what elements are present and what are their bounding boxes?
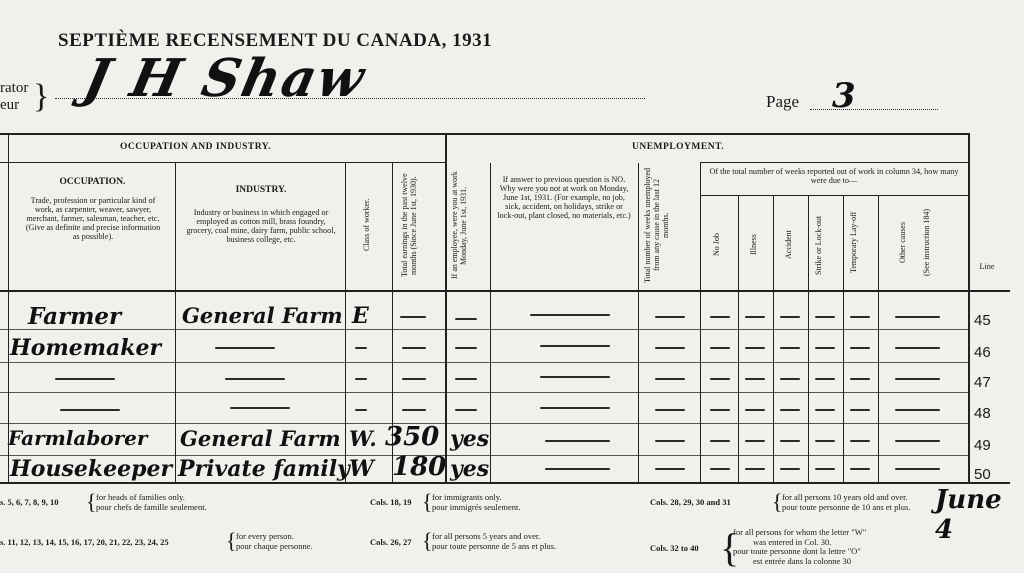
line-number: 45 [974,312,991,329]
footer-cols-2: s. 11, 12, 13, 14, 15, 16, 17, 20, 21, 22, 23, 24, 25 [0,537,169,547]
footer-brace: { [86,489,97,514]
col-no-job: No Job [712,233,721,257]
footer-brace: { [772,489,783,514]
footer-text-6: for all persons for whom the letter "W" was entered in Col. 30. pour toute personne dont la lettre "O" est entrée dans la colonne 30 [733,527,867,566]
col-line: Line [979,262,995,271]
handwritten-date: June 4 [935,485,1002,545]
footer-cols-3: Cols. 18, 19 [370,497,412,507]
col-total-earnings: Total earnings in the past twelve months (Since June 1st, 1930). [400,173,418,278]
enumerator-label: rator eur [0,80,29,113]
col-weeks-due-to: Of the total number of weeks reported out of work in column 34, how many were due to— [709,167,959,185]
page-dotted-line [810,109,938,110]
row-49-employed: yes [450,426,490,452]
footer-cols-6: Cols. 32 to 40 [650,543,699,553]
footer-cols-5: Cols. 28, 29, 30 and 31 [650,497,731,507]
col-occupation-desc: Trade, profession or particular kind of work, as carpenter, weaver, sawyer, merchant, farmer, salesman, teacher, etc. (Give as definite and precise information as possible). [25,196,161,241]
col-illness: Illness [749,234,758,256]
line-number: 50 [974,466,991,483]
row-50-earnings: 180 [392,452,447,482]
section-unemployment: UNEMPLOYMENT. [632,142,725,152]
col-other-causes: Other causes [898,221,907,264]
row-45-industry: General Farm [182,303,343,328]
row-50-employed: yes [450,456,490,482]
page-label: Page [766,92,800,111]
section-occupation-industry: OCCUPATION AND INDUSTRY. [120,142,272,152]
col-weeks-unemployed: Total number of weeks unemployed from any cause in the last 12 months. [643,168,670,283]
row-45-occupation: Farmer [28,303,122,330]
col-temporary: Temporary Lay-off [849,211,858,274]
footer-cols-4: Cols. 26, 27 [370,537,412,547]
col-industry-title: INDUSTRY. [235,185,287,195]
footer-brace: { [226,528,237,553]
col-occupation-title: OCCUPATION. [59,177,126,187]
footer-text-4: for all persons 5 years and over. pour toute personne de 5 ans et plus. [432,531,557,551]
row-49-earnings: 350 [385,422,440,452]
col-if-employee: If an employee, were you at work Monday, June 1st, 1931. [450,171,468,280]
enumerator-signature: J H Shaw [78,48,372,109]
footer-cols-1: s. 5, 6, 7, 8, 9, 10 [0,497,59,507]
row-49-occupation: Farmlaborer [8,426,148,450]
line-number: 47 [974,374,991,391]
enumerator-brace: } [33,78,50,115]
col-class-of-worker: Class of worker. [362,198,371,252]
line-number: 49 [974,437,991,454]
footer-text-2: for every person. pour chaque personne. [236,531,313,551]
line-number: 48 [974,405,991,422]
census-title: SEPTIÈME RECENSEMENT DU CANADA, 1931 [58,30,493,51]
col-strike: Strike or Lock-out [814,215,823,275]
col-industry-desc: Industry or business in which engaged or employed as cotton mill, brass foundry, grocery, coal mine, dairy farm, public school, business college, etc. [186,208,336,244]
row-49-class: W. [349,426,377,451]
footer-brace: { [422,528,433,553]
footer-text-5: for all persons 10 years old and over. pour toute personne de 10 ans et plus. [782,492,911,512]
row-50-class: W [349,456,374,482]
row-50-occupation: Housekeeper [10,456,173,482]
line-number: 46 [974,344,991,361]
row-49-industry: General Farm [180,426,341,451]
page-number: 3 [832,76,856,116]
row-46-occupation: Homemaker [10,335,162,361]
col-if-answer-no: If answer to previous question is NO. Why were you not at work on Monday, June 1st, 1931. (For example, no job, sick, accident, on holidays, strike or lock-out, plant closed, no materials, etc.) [497,175,631,220]
col-see-instruction: (See instruction 184) [922,208,931,277]
row-50-industry: Private family [178,456,350,482]
footer-brace: { [422,489,433,514]
row-45-class: E [352,303,369,329]
footer-brace: { [720,525,740,570]
col-accident: Accident [784,230,793,260]
footer-text-1: for heads of families only. pour chefs de famille seulement. [96,492,207,512]
footer-text-3: for immigrants only. pour immigrés seulement. [432,492,521,512]
